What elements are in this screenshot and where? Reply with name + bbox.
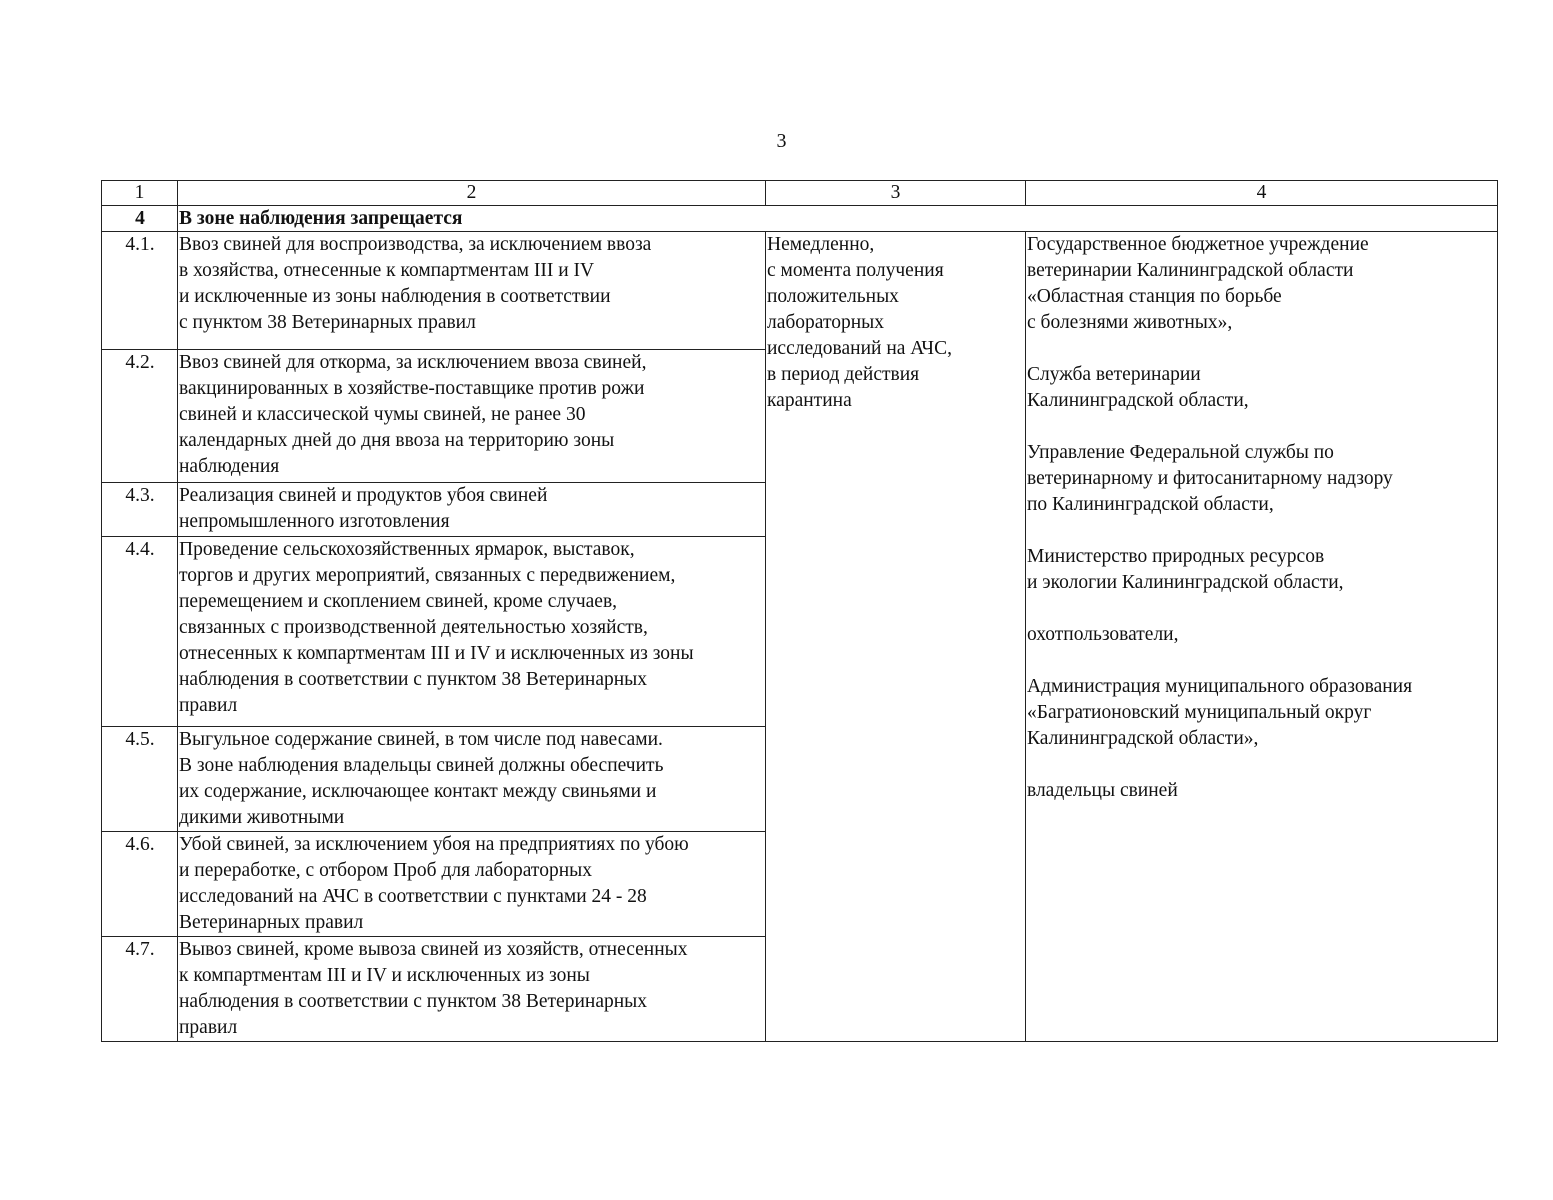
row-text: Реализация свиней и продуктов убоя свиней непромышленного изготовления: [178, 483, 766, 537]
row-number: 4.7.: [102, 937, 178, 1042]
responsible-cell: Государственное бюджетное учреждение ветеринарии Калининградской области «Областная станция по борьбе с болезнями животных», Служба ветеринарии Калининградской области, Управление Федеральной службы по ветеринарному и фитосанитарному надзору по Калининградской области, Министерство природных ресурсов и экологии Калининградской области, охотпользователи, Администрация муниципального образования «Багратионовский муниципальный округ Калининградской области», владельцы свиней: [1026, 232, 1498, 1042]
row-number: 4.3.: [102, 483, 178, 537]
section-number: 4: [102, 206, 178, 232]
deadline-cell: Немедленно, с момента получения положительных лабораторных исследований на АЧС, в период действия карантина: [766, 232, 1026, 1042]
row-text: Ввоз свиней для откорма, за исключением ввоза свиней, вакцинированных в хозяйстве-поставщике против рожи свиней и классической чумы свиней, не ранее 30 календарных дней до дня ввоза на территорию зоны наблюдения: [178, 350, 766, 483]
header-row: [102, 181, 1498, 206]
row-text: Вывоз свиней, кроме вывоза свиней из хозяйств, отнесенных к компартментам III и IV и исключенных из зоны наблюдения в соответствии с пунктом 38 Ветеринарных правил: [178, 937, 766, 1042]
measures-table: [101, 180, 1498, 1042]
section-row: [102, 206, 1498, 232]
table-row: [102, 232, 1498, 350]
row-number: 4.2.: [102, 350, 178, 483]
row-text: Убой свиней, за исключением убоя на предприятиях по убою и переработке, с отбором Проб для лабораторных исследований на АЧС в соответствии с пунктами 24 - 28 Ветеринарных правил: [178, 832, 766, 937]
row-text: Проведение сельскохозяйственных ярмарок, выставок, торгов и других мероприятий, связанных с передвижением, перемещением и скоплением свиней, кроме случаев, связанных с производственной деятельностью хозяйств, отнесенных к компартментам III и IV и исключенных из зоны наблюдения в соответствии с пунктом 38 Ветеринарных правил: [178, 537, 766, 727]
header-col-1: 1: [102, 181, 178, 206]
header-col-3: 3: [766, 181, 1026, 206]
row-number: 4.1.: [102, 232, 178, 350]
row-number: 4.5.: [102, 727, 178, 832]
row-text: Выгульное содержание свиней, в том числе под навесами. В зоне наблюдения владельцы свиней должны обеспечить их содержание, исключающее контакт между свиньями и дикими животными: [178, 727, 766, 832]
row-number: 4.6.: [102, 832, 178, 937]
header-col-4: 4: [1026, 181, 1498, 206]
section-title: В зоне наблюдения запрещается: [178, 206, 1498, 232]
row-text: Ввоз свиней для воспроизводства, за исключением ввоза в хозяйства, отнесенные к компартментам III и IV и исключенные из зоны наблюдения в соответствии с пунктом 38 Ветеринарных правил: [178, 232, 766, 350]
row-number: 4.4.: [102, 537, 178, 727]
header-col-2: 2: [178, 181, 766, 206]
page-number: 3: [776, 130, 787, 152]
